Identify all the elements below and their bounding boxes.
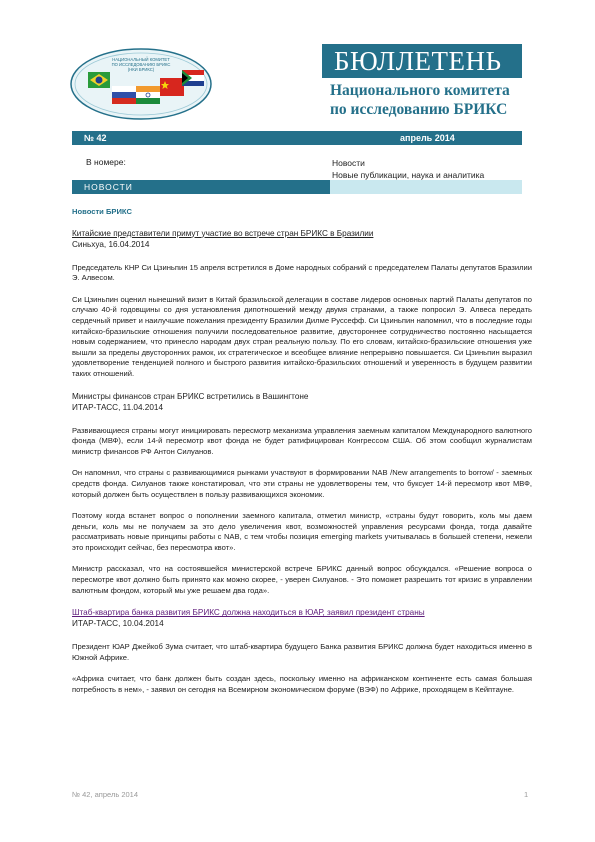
article-paragraph: Поэтому когда встанет вопрос о пополнении заемного капитала, отметил министр, «страны будут говорить, коль мы даем деньги, коль мы не получаем за это дело увеличения квот, возможностей управления ресурсами фонда, тогда давайте рассматривать новые принципы работы с NAB, с тем чтобы позиция emerging markets учитывалась в большей степени, нежели это происходит сейчас, без пересмотра квот». bbox=[72, 511, 532, 552]
news-section-bar bbox=[72, 180, 522, 194]
bulletin-title: БЮЛЛЕТЕНЬ bbox=[322, 44, 522, 78]
article-title-link[interactable]: Штаб-квартира банка развития БРИКС должна находиться в ЮАР, заявил президент страны bbox=[72, 608, 425, 618]
news-section-label: НОВОСТИ bbox=[72, 180, 330, 194]
issue-number: № 42 bbox=[84, 133, 107, 143]
article-paragraph: Председатель КНР Си Цзиньпин 15 апреля встретился в Доме народных собраний с председателем Палаты депутатов Бразилии Э. Алвесом. bbox=[72, 262, 532, 283]
article-source: Синьхуа, 16.04.2014 bbox=[72, 239, 150, 249]
subtitle-line-2: по исследованию БРИКС bbox=[330, 101, 508, 118]
table-of-contents bbox=[332, 157, 484, 181]
svg-text:ПО ИССЛЕДОВАНИЮ БРИКС: ПО ИССЛЕДОВАНИЮ БРИКС bbox=[111, 62, 171, 67]
footer-issue: № 42, апрель 2014 bbox=[72, 790, 139, 799]
article-paragraph: Развивающиеся страны могут инициировать пересмотр механизма управления заемным капиталом Международного валютного фонда (МВФ), если 14-й пересмотр квот фонда не будет ратифицирован Конгрессом США. Об этом сообщил журналистам министр финансов РФ Антон Силуанов. bbox=[72, 425, 532, 456]
svg-text:НАЦИОНАЛЬНЫЙ КОМИТЕТ: НАЦИОНАЛЬНЫЙ КОМИТЕТ bbox=[112, 57, 170, 62]
bulletin-subtitle bbox=[330, 81, 550, 119]
article-paragraph: Он напомнил, что страны с развивающимися рынками участвуют в формировании NAB /New arrangements to borrow/ - заемных средств фонда. Силуанов также констатировал, что эти страны не удовлетворены тем, что буксует 14-й пересмотр квот МВФ, который должен быть осуществлен в пользу развивающихся экономик. bbox=[72, 468, 532, 499]
main-content bbox=[72, 207, 532, 705]
section-heading: Новости БРИКС bbox=[72, 207, 132, 216]
toc-item-news[interactable]: Новости bbox=[332, 158, 365, 168]
article-paragraph: Президент ЮАР Джейкоб Зума считает, что штаб-квартира будущего Банка развития БРИКС должна будет находиться именно в Южной Африке. bbox=[72, 642, 532, 662]
page-number: 1 bbox=[524, 790, 529, 799]
svg-text:(НКИ БРИКС): (НКИ БРИКС) bbox=[127, 67, 155, 72]
brics-logo-icon bbox=[70, 48, 212, 120]
article-title: Министры финансов стран БРИКС встретились в Вашингтоне bbox=[72, 391, 309, 401]
article-source: ИТАР-ТАСС, 10.04.2014 bbox=[72, 619, 164, 629]
in-issue-label: В номере: bbox=[86, 157, 126, 167]
subtitle-line-1: Национального комитета bbox=[330, 82, 510, 99]
toc-item-publications[interactable]: Новые публикации, наука и аналитика bbox=[332, 170, 485, 180]
issue-date: апрель 2014 bbox=[400, 133, 455, 143]
article-paragraph: «Африка считает, что банк должен быть создан здесь, поскольку именно на африканском континенте есть самая большая потребность в нем», - заявил он сегодня на Всемирном экономическом форуме (ВЭФ) по Африке, проходящем в Кейптауне. bbox=[72, 674, 532, 695]
article-title[interactable]: Китайские представители примут участие во встрече стран БРИКС в Бразилии bbox=[72, 228, 374, 238]
article-source: ИТАР-ТАСС, 11.04.2014 bbox=[72, 402, 164, 412]
issue-bar bbox=[72, 131, 522, 145]
brics-logo bbox=[70, 48, 212, 120]
article-paragraph: Министр рассказал, что на состоявшейся министерской встрече БРИКС данный вопрос обсуждался. «Решение вопроса о пересмотре квот должно быть принято как можно скорее, - уверен Силуанов. - Это поможет разрешить тот кризис в управлении валютным фондом, который мы уже решаем два года». bbox=[72, 564, 532, 595]
article-paragraph: Си Цзиньпин оценил нынешний визит в Китай бразильской делегации в составе лидеров основных партий Палаты депутатов по случаю 40-й годовщины со дня установления дипотношений между двумя странами, а также попросил Э. Алвеса передать сердечный привет и наилучшие пожелания президенту Бразилии Дилме Руссефф. Си Цзиньпин напомнил, что в последние годы китайско-бразильские отношения получили последовательное развитие, двустороннее сотрудничество постоянно насыщается новым содержанием, что принесло народам двух стран реальную пользу. По его словам, китайско-бразильские отношения уже вышли за пределы двусторонних рамок, их стратегическое и всеобщее влияние непрерывно повышается. Си Цзиньпин выразил удовлетворение тенденцией полного и быстрого развития китайско-бразильских отношений и уверенность в будущем развитии таких отношений. bbox=[72, 294, 532, 378]
